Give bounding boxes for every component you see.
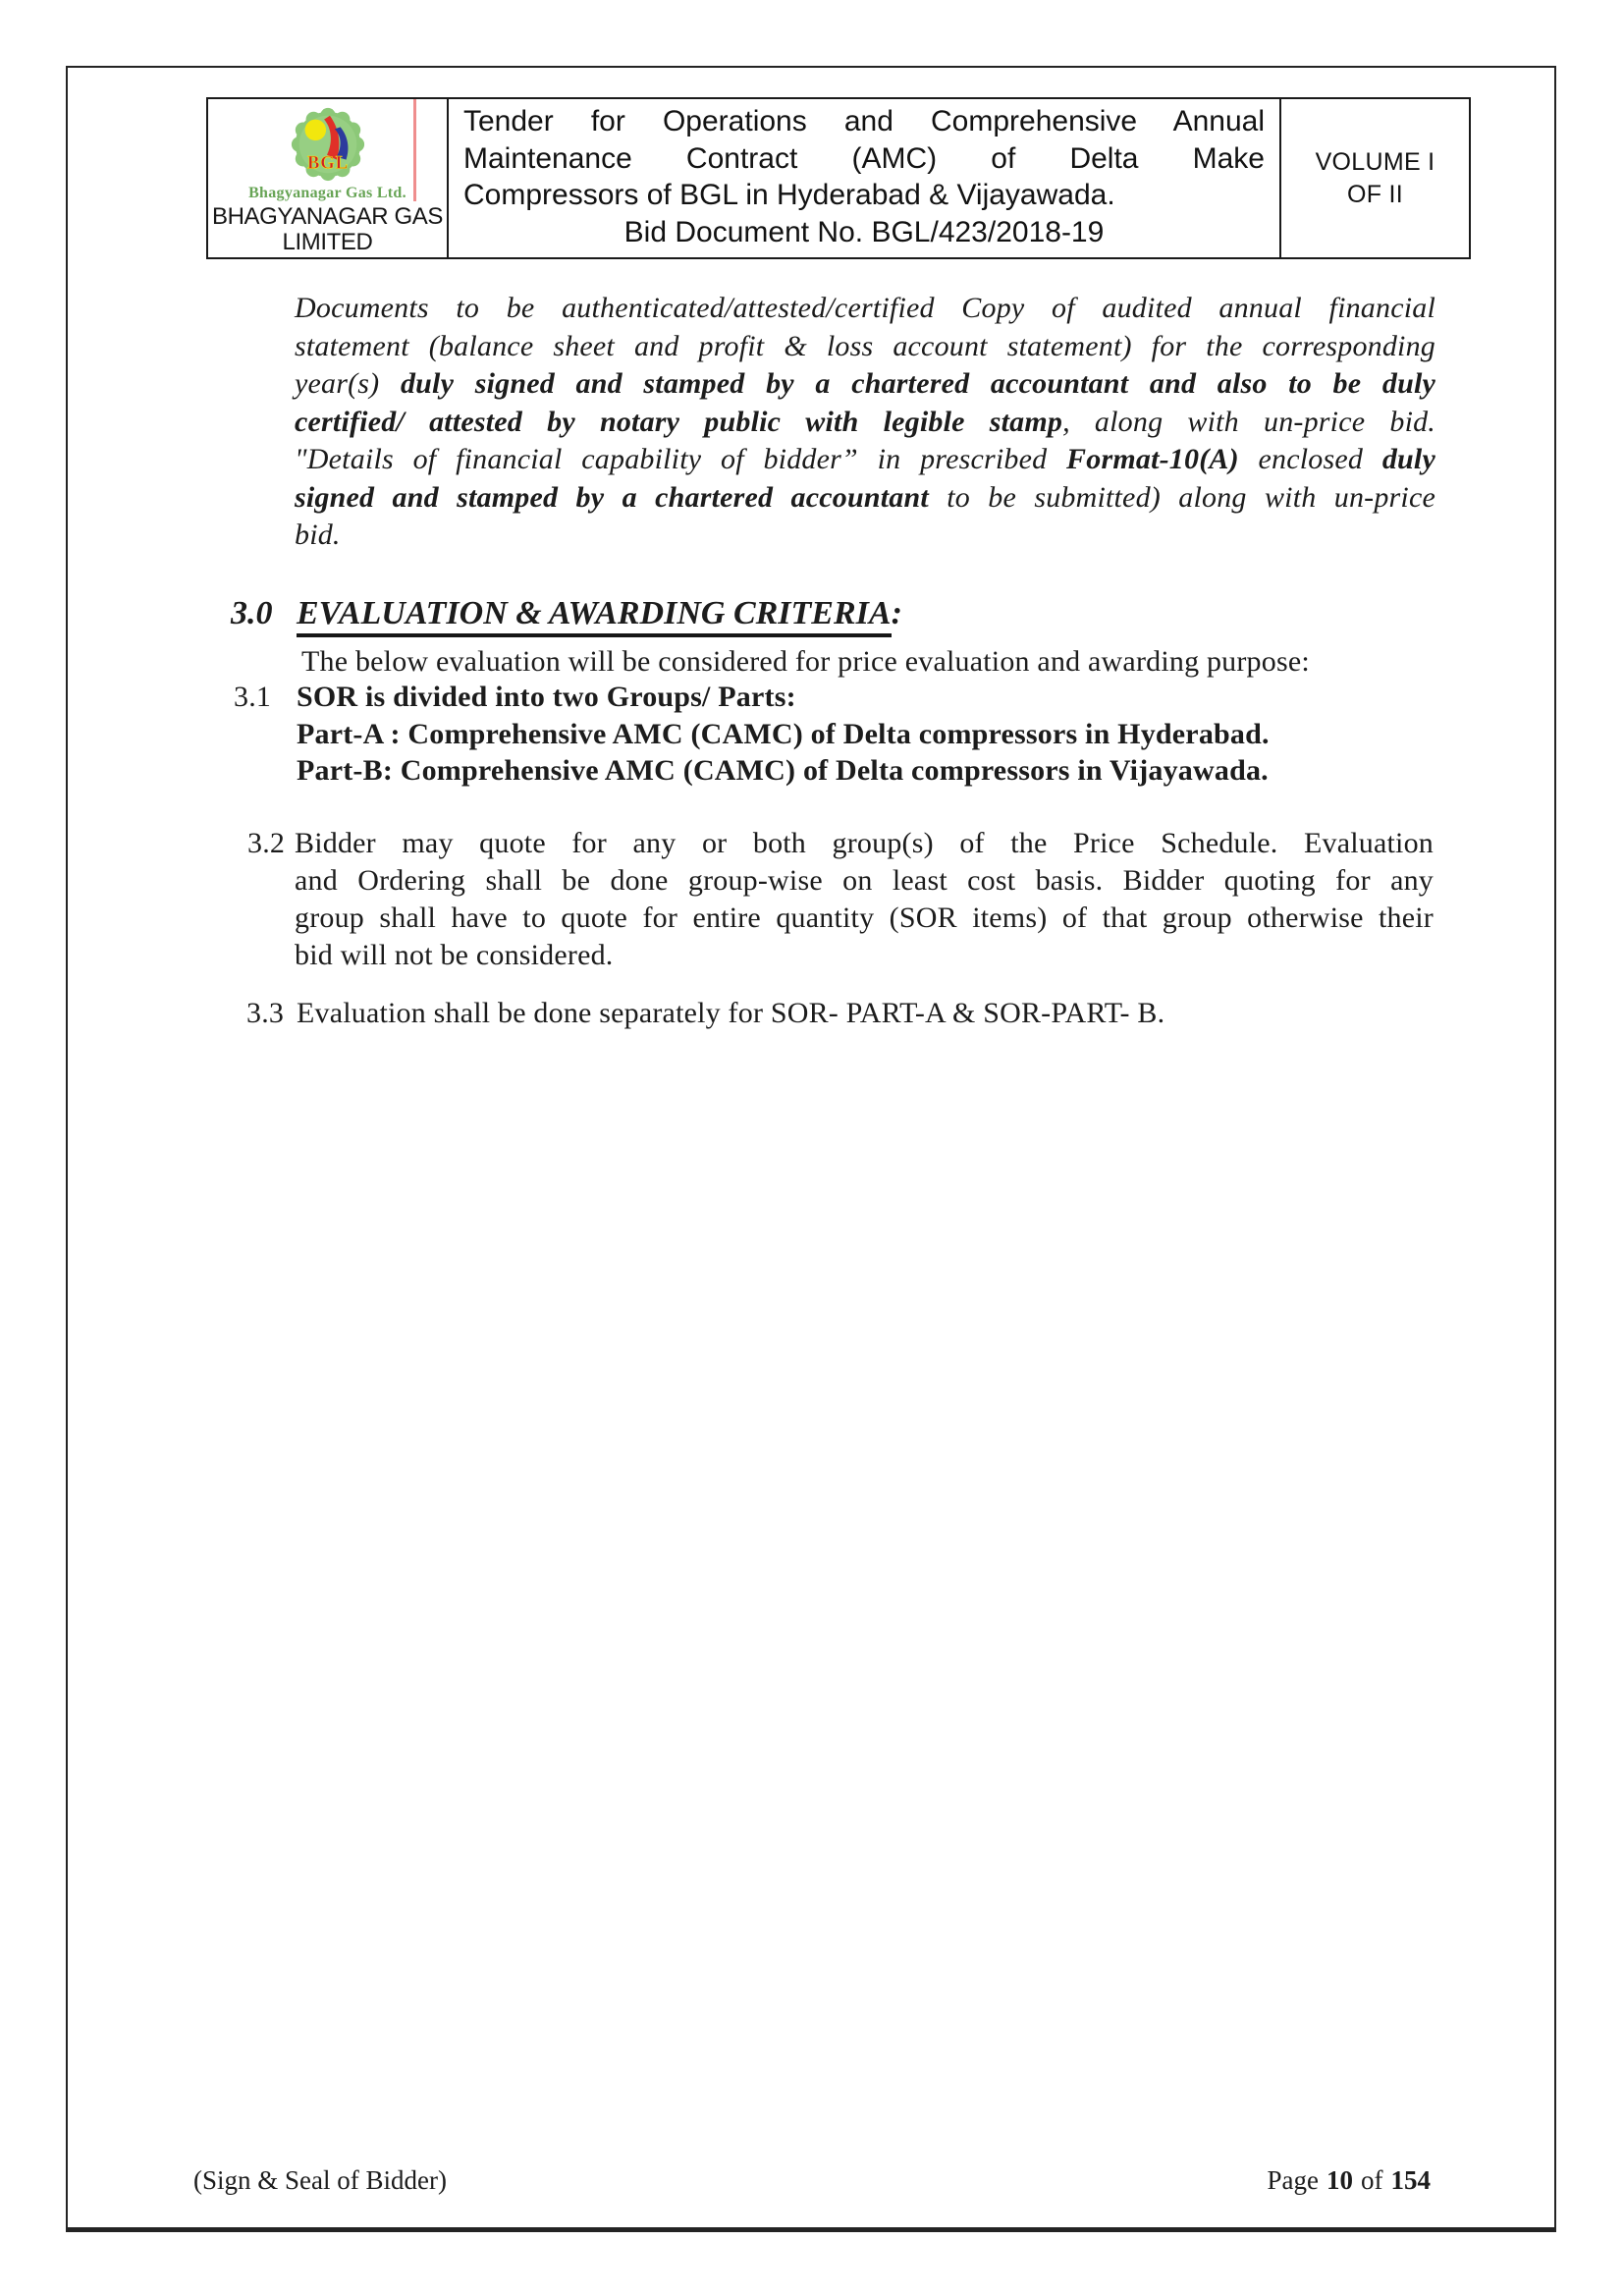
header-volume-cell [1281,99,1469,257]
intro-bold-text: duly signed and stamped by a chartered accountant and also to be duly [400,367,1435,400]
company-name-line2: LIMITED [282,229,373,255]
tender-title-line: Tender for Operations and Comprehensive Annual [463,105,1265,137]
page-number [1268,2163,1431,2197]
section-number: 3.0 [231,595,273,631]
intro-bold-text: duly [1381,443,1435,475]
logo-acronym-text: BGL [306,152,349,174]
clause-3-1-part-a: Part-A : Comprehensive AMC (CAMC) of Delta compressors in Hyderabad. [297,717,1270,750]
clause-3-3 [246,995,1164,1032]
tender-title-line: Maintenance Contract (AMC) of Delta Make [463,141,1265,175]
intro-line [295,479,1435,518]
page-current: 10 [1326,2165,1353,2195]
volume-line2: OF II [1346,180,1404,208]
intro-text: Documents to be authenticated/attested/certified Copy of audited annual financial [295,292,1435,324]
intro-bold-text: certified/ attested by notary public with legible stamp [295,405,1063,438]
bgl-logo-icon [269,104,387,185]
page-word: Page [1267,2165,1319,2195]
clause-text [297,679,1270,790]
logo-sun-icon [304,120,325,140]
bid-document-number: Bid Document No. BGL/423/2018-19 [623,215,1105,248]
clause-3-2-line: Bidder may quote for any or both group(s) of the Price Schedule. Evaluation [295,827,1434,859]
clause-3-2-line: group shall have to quote for entire quantity (SOR items) of that group otherwise their [295,902,1434,934]
company-name [212,204,443,255]
clause-3-2-line: and Ordering shall be done group-wise on least cost basis. Bidder quoting for any [295,864,1434,897]
section-title [297,594,902,633]
clause-3-1-part-b: Part-B: Comprehensive AMC (CAMC) of Delta compressors in Vijayawada. [297,754,1269,787]
intro-text: , along with un-price bid. [1062,405,1436,438]
intro-line [295,517,1435,555]
intro-line [295,441,1435,479]
page-footer [193,2163,1431,2197]
section-title-text: EVALUATION & AWARDING CRITERIA [297,595,892,637]
scan-artifact-red-line [413,99,416,201]
intro-line [295,290,1435,328]
intro-bold-text: signed and stamped by a chartered accountant [295,480,929,514]
clause-3-1-intro: SOR is divided into two Groups/ Parts: [297,681,796,713]
logo-caption: Bhagyanagar Gas Ltd. [248,185,406,201]
page-total: 154 [1390,2165,1431,2195]
section-heading [231,594,902,633]
intro-paragraph [295,290,1435,555]
clause-text [295,825,1434,974]
intro-line [295,404,1435,442]
intro-line [295,328,1435,366]
sign-seal-note: (Sign & Seal of Bidder) [193,2165,447,2195]
intro-text: to be submitted) along with un-price [928,480,1435,514]
clause-number: 3.1 [234,681,272,713]
clause-3-1 [234,679,1270,790]
page-border-frame [66,66,1556,2232]
tender-title-line: Compressors of BGL in Hyderabad & Vijayawada. [463,179,1115,211]
of-word: of [1361,2165,1383,2195]
intro-text: statement (balance sheet and profit & loss account statement) for the corresponding [295,329,1435,362]
intro-text: "Details of financial capability of bidder” in prescribed [295,443,1067,475]
header-table [206,97,1471,259]
header-title-cell [449,99,1281,257]
section-title-colon: : [891,595,902,631]
volume-line1: VOLUME I [1315,147,1435,176]
intro-text: year(s) [295,367,401,400]
clause-number: 3.2 [247,827,286,859]
intro-text: bid. [295,519,341,551]
clause-number: 3.3 [246,997,285,1029]
clause-3-2-line: bid will not be considered. [295,939,614,971]
lead-sentence: The below evaluation will be considered for price evaluation and awarding purpose: [301,645,1310,678]
intro-line [295,365,1435,404]
intro-text: enclosed [1238,443,1382,475]
header-logo-cell [208,99,449,257]
intro-bold-text: Format-10(A) [1066,443,1239,475]
clause-text: Evaluation shall be done separately for SOR- PART-A & SOR-PART- B. [297,997,1165,1029]
company-name-line1: BHAGYANAGAR GAS [212,203,443,230]
clause-3-2 [247,825,1434,974]
